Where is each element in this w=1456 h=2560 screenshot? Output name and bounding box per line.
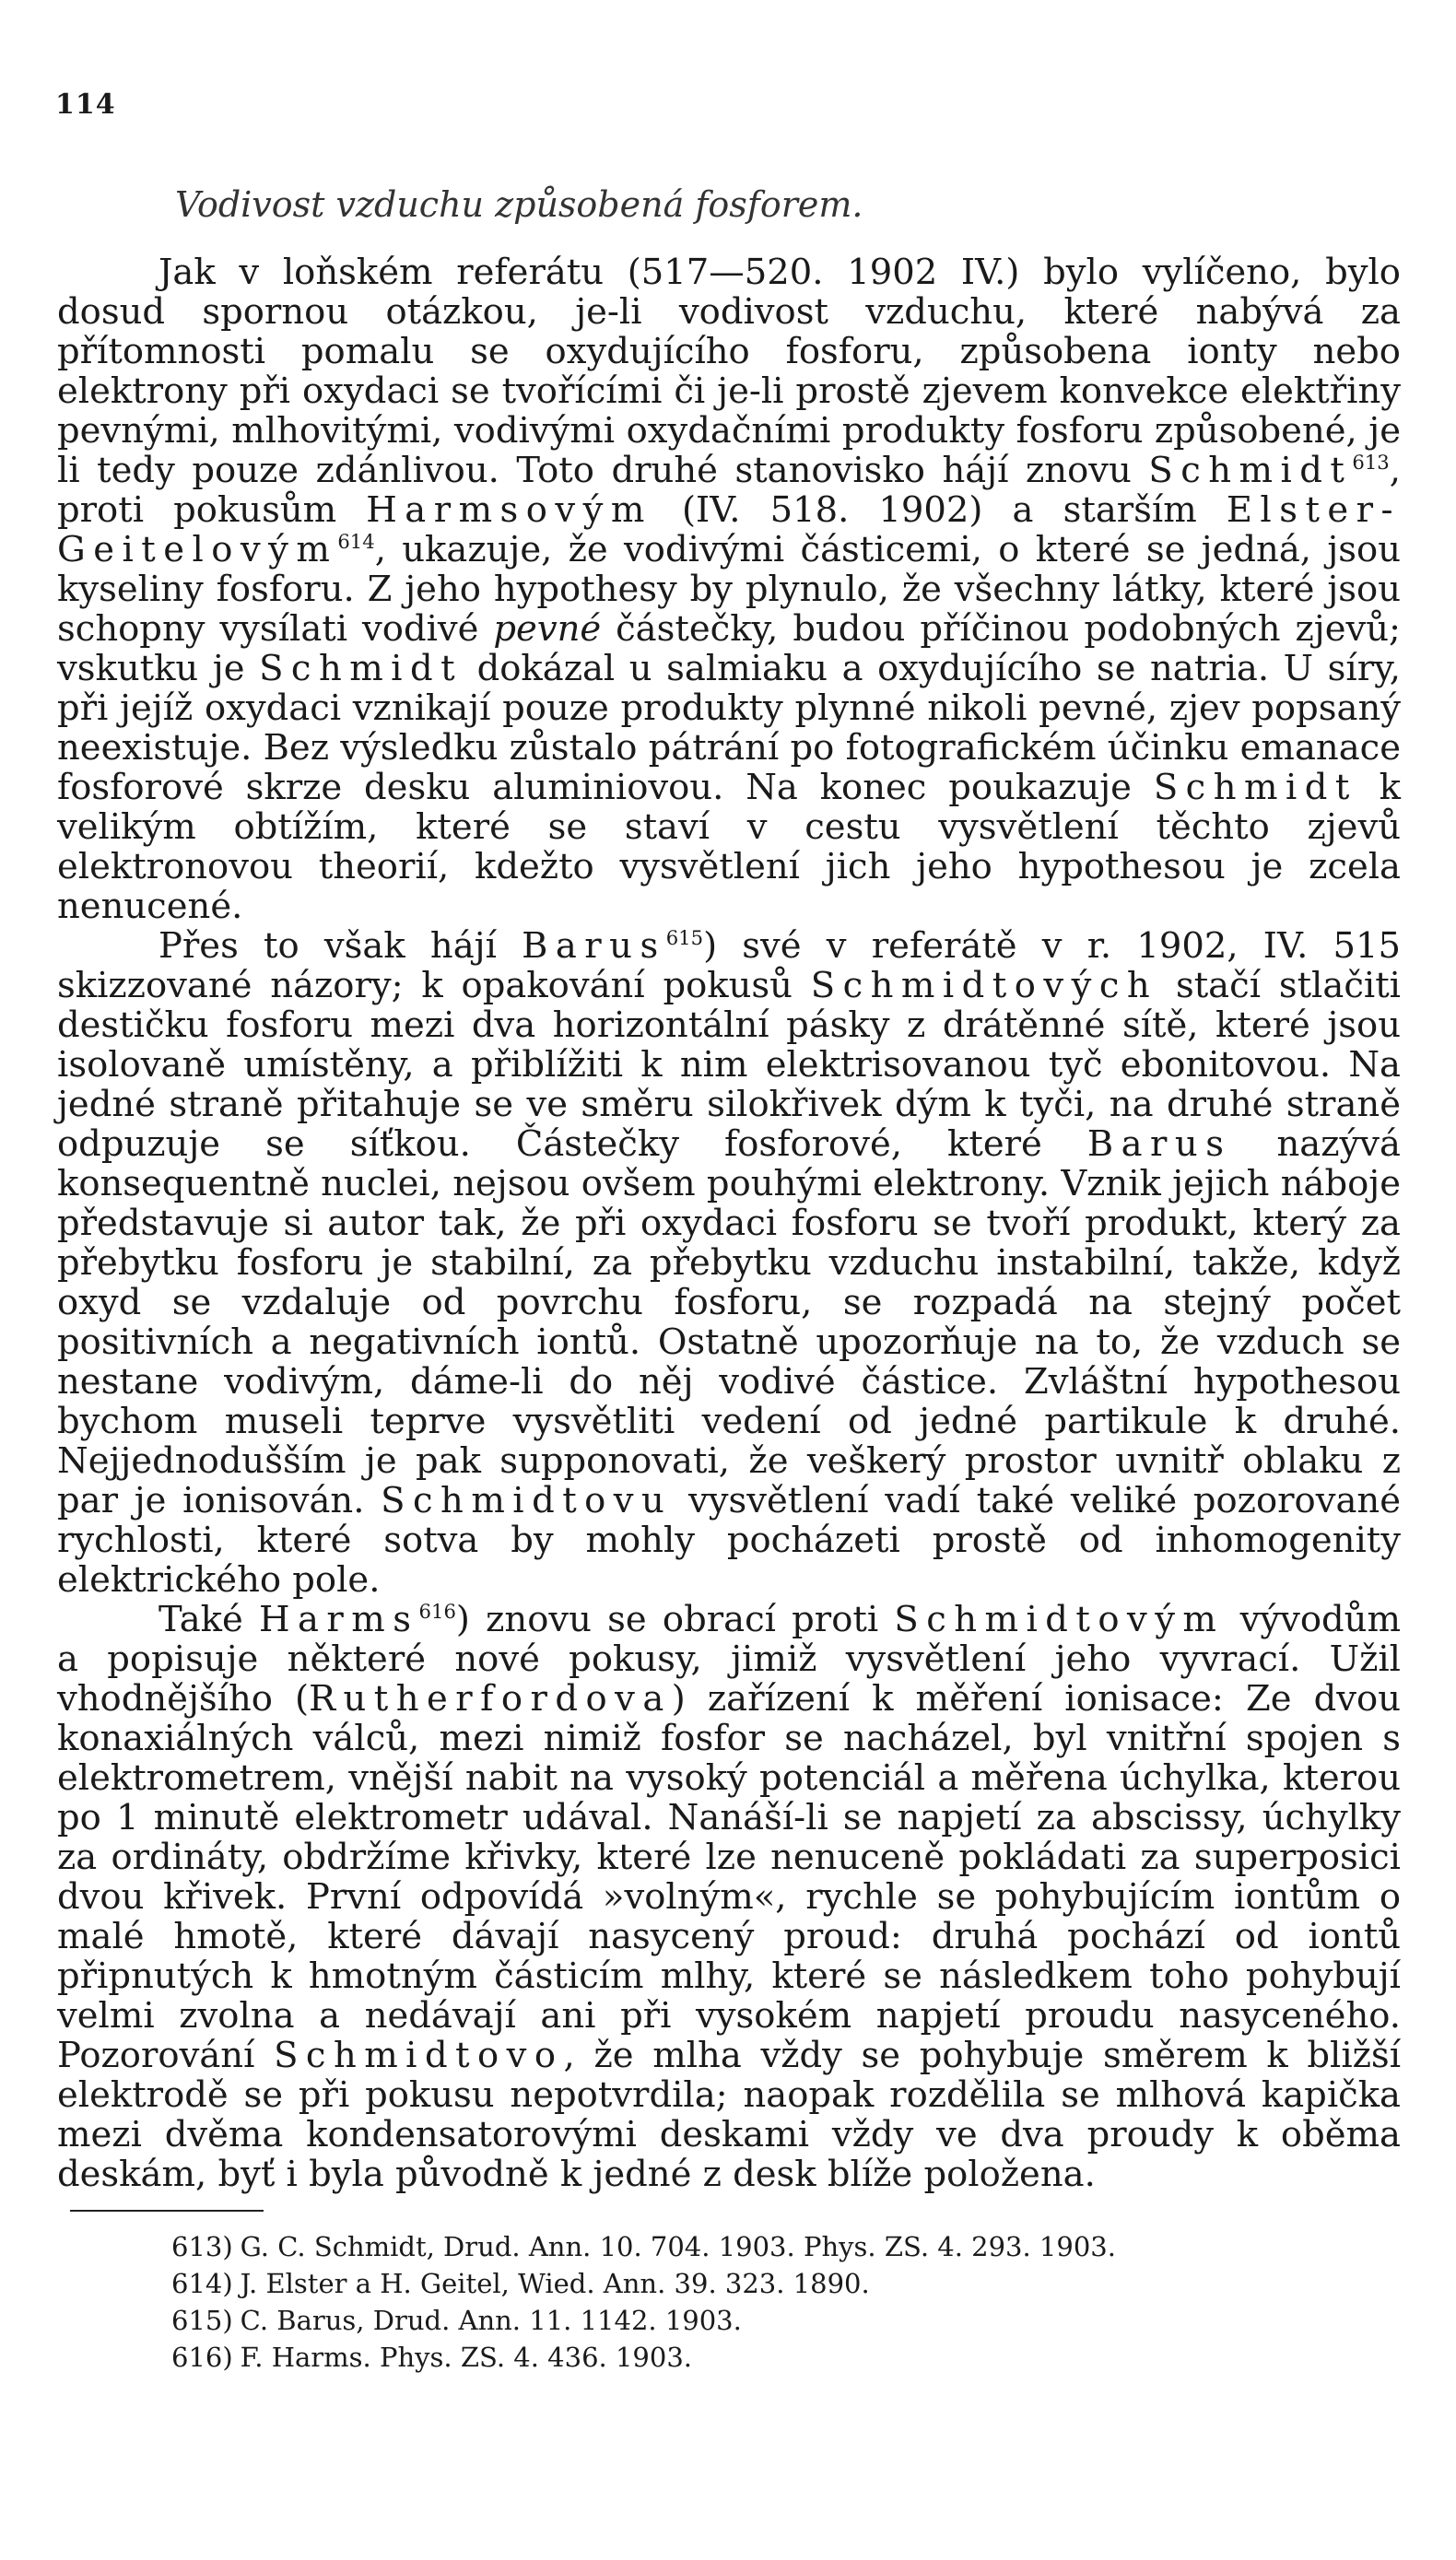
author-name: Barus (1086, 1123, 1232, 1165)
footnotes (171, 2228, 1333, 2376)
footnote-mark: 614) (171, 2268, 233, 2299)
author-name: Schmidtovo (274, 2035, 564, 2076)
author-name: Schmidt (259, 648, 464, 689)
footnote-mark: 616) (171, 2342, 233, 2373)
text-run: částečky, budou příčinou podobných zjevů; vskutku je (57, 608, 1401, 689)
footnote-separator (70, 2210, 264, 2212)
footnote-ref: 614 (337, 530, 375, 554)
paragraph-1 (57, 252, 1401, 926)
article-body (57, 184, 1401, 2194)
footnote (171, 2339, 1333, 2376)
text-run: , ukazuje, že vodivými částicemi, o které se jedná, jsou kyseliny fosforu. Z jeho hypothesy by plynulo, že všechny látky, které jsou schopny vysílati vodivé (57, 529, 1401, 650)
author-name: Schmidtovu (381, 1480, 673, 1521)
text-run: nazývá konsequentně nuclei, nejsou ovšem pouhými elektrony. Vznik jejich náboje představuje si autor tak, že při oxydaci fosforu se tvoří produkt, který za přebytku fosforu je stabilní, za přebytku vzduchu instabilní, takže, když oxyd se vzdaluje od povrchu fosforu, se rozpadá na stejný počet positivních a negativních iontů. Ostatně upozorňuje na to, že vzduch se nestane vodivým, dáme-li do něj vodivé částice. Zvláštní hypothesou bychom museli teprve vysvětliti vedení od jedné partikule k druhé. Nejjednodušším je pak supponovati, že veškerý prostor uvnitř oblaku z par je ionisován. (57, 1123, 1401, 1521)
text-run: vývodům a popisuje některé nové pokusy, jimiž vysvětlení jeho vyvrací. Užil vhodnějšího ( (57, 1599, 1401, 1720)
text-run: vysvětlení vadí také veliké pozorované rychlosti, které sotva by mohly pocházeti prostě od inhomogenity elektrického pole. (57, 1480, 1401, 1601)
footnote-ref: 616 (418, 1600, 456, 1624)
author-name: Elster-Geitelovým (57, 489, 1401, 570)
page-number: 114 (55, 88, 116, 121)
text-run: (IV. 518. 1902) a starším (652, 489, 1227, 531)
footnote-text: C. Barus, Drud. Ann. 11. 1142. 1903. (240, 2305, 742, 2336)
author-name: Barus (522, 925, 666, 967)
section-heading: Vodivost vzduchu způsobená fosforem. (175, 184, 863, 225)
footnote-ref: 613 (1352, 451, 1390, 475)
footnote-ref: 615 (665, 926, 704, 950)
author-name: Rutherfordova (309, 1678, 672, 1720)
footnote-mark: 615) (171, 2305, 233, 2336)
text-run: stačí stlačiti destičku fosforu mezi dva horizontální pásky z drátěnné sítě, které jsou isolovaně umístěny, a přiblížiti k nim elektrisovanou tyč ebonitovou. Na jedné straně přitahuje se ve směru silokřivek dým k tyči, na druhé straně odpuzuje se síťkou. Částečky fosforové, které (57, 965, 1401, 1165)
text-run: Také (159, 1599, 259, 1640)
footnote (171, 2265, 1333, 2302)
author-name: Harms (258, 1599, 419, 1640)
footnote-text: G. C. Schmidt, Drud. Ann. 10. 704. 1903. Phys. ZS. 4. 293. 1903. (240, 2231, 1116, 2262)
text-run: ) znovu se obrací proti (455, 1599, 895, 1640)
emphasis: pevné (493, 608, 602, 650)
paragraph-3 (57, 1600, 1401, 2194)
author-name: Schmidtovým (894, 1599, 1225, 1640)
footnote-text: F. Harms. Phys. ZS. 4. 436. 1903. (240, 2342, 692, 2373)
author-name: Schmidt (1153, 767, 1357, 808)
text-run: , proti pokusům (57, 450, 1401, 531)
footnote-mark: 613) (171, 2231, 233, 2262)
author-name: Schmidtových (810, 965, 1158, 1006)
text-run: ) své v referátě v r. 1902, IV. 515 skizzované názory; k opakování pokusů (57, 925, 1402, 1006)
paragraph-2 (57, 926, 1401, 1600)
author-name: Harmsovým (366, 489, 652, 531)
text-run: Přes to však hájí (159, 925, 523, 967)
text-run: Jak v loňském referátu (517—520. 1902 IV.) bylo vylíčeno, bylo dosud spornou otázkou, je-li vodivost vzduchu, které nabývá za přítomnosti pomalu se oxydujícího fosforu, způsobena ionty nebo elektrony při oxydaci se tvořícími či je-li prostě zjevem konvekce elektřiny pevnými, mlhovitými, vodivými oxydačními produkty fosforu způsobené, je li tedy pouze zdánlivou. Toto druhé stanovisko hájí znovu (57, 252, 1401, 491)
author-name: Schmidt (1148, 450, 1353, 491)
footnote (171, 2302, 1333, 2339)
text-run: dokázal u salmiaku a oxydujícího se natria. U síry, při jejíž oxydaci vznikají pouze produkty plynné nikoli pevné, zjev popsaný neexistuje. Bez výsledku zůstalo pátrání po fotografickém účinku emanace fosforové skrze desku aluminiovou. Na konec poukazuje (57, 648, 1401, 808)
text-run: k velikým obtížím, které se staví v cestu vysvětlení těchto zjevů elektronovou theorií, kdežto vysvětlení jich jeho hypothesou je zcela nenucené. (57, 767, 1401, 927)
footnote (171, 2228, 1333, 2265)
footnote-text: J. Elster a H. Geitel, Wied. Ann. 39. 323. 1890. (240, 2268, 870, 2299)
text-run: , že mlha vždy se pohybuje směrem k bližší elektrodě se při pokusu nepotvrdila; naopak rozdělila se mlhová kapička mezi dvěma kondensatorovými deskami vždy ve dva proudy k oběma deskám, byť i byla původně k jedné z desk blíže položena. (57, 2035, 1402, 2195)
text-run: ) zařízení k měření ionisace: Ze dvou konaxiálných válců, mezi nimiž fosfor se nacházel, byl vnitřní spojen s elektrometrem, vnější nabit na vysoký potenciál a měřena úchylka, kterou po 1 minutě elektrometr udával. Nanáší-li se napjetí za abscissy, úchylky za ordináty, obdržíme křivky, které lze nenuceně pokládati za superposici dvou křivek. První odpovídá »volným«, rychle se pohybujícím iontům o malé hmotě, které dávají nasycený proud: druhá pochází od iontů připnutých k hmotným částicím mlhy, které se následkem toho pohybují velmi zvolna a nedávají ani při vysokém napjetí proudu nasyceného. Pozorování (57, 1678, 1401, 2076)
